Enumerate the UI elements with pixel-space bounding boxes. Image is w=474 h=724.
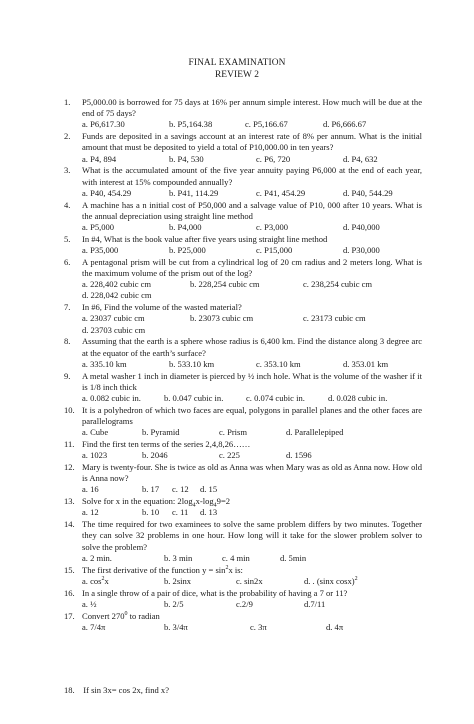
option-a: a. P40, 454.29: [82, 187, 132, 198]
option-c: c. 12: [172, 484, 189, 495]
question-text: Funds are deposited in a savings account at an interest rate of 8% per annum. What is the initial amount that must be deposited to yield a total of P10,000.00 in ten years?: [82, 131, 422, 153]
option-d: d. 353.01 km: [343, 358, 389, 369]
option-d: [304, 576, 358, 587]
option-b: b. 533.10 km: [169, 358, 215, 369]
question-text: If sin 3x= cos 2x, find x?: [83, 685, 169, 695]
question-text: A pentagonal prism will be cut from a cylindrical log of 20 cm radius and 2 meters long. What is the maximum volume of the prism out of the log?: [82, 256, 422, 279]
option-c: c. P15,000: [256, 245, 293, 256]
question-15: [64, 565, 422, 576]
question-4-options: [64, 222, 422, 233]
question-text: The time required for two examinees to solve the same problem differs by two minutes. Together they can solve 32 problems in one hour. How long will it take for the slower problem solver to solve the problem?: [82, 519, 422, 552]
option-c: c. 11: [172, 507, 189, 518]
question-text: Find the first ten terms of the series 2,4,8,26……: [82, 439, 251, 450]
question-14-options: [64, 553, 422, 564]
option-a: a. 0.082 cubic in.: [82, 393, 141, 404]
question-number: 12.: [64, 462, 75, 473]
option-c: c. 4 min: [222, 552, 250, 563]
question-17: [64, 611, 422, 622]
question-7-options: [64, 313, 422, 335]
option-b: b. 17: [142, 484, 160, 495]
log-base-subscript: 4: [213, 502, 217, 509]
option-c: c. Prism: [219, 427, 248, 438]
question-9-options: [64, 393, 422, 404]
question-text-part: x is:: [228, 564, 243, 575]
question-11-options: [64, 450, 422, 461]
option-b: b. 3/4π: [164, 621, 188, 632]
option-d: d. P6,666.67: [323, 119, 367, 130]
option-c: c. 0.074 cubic in.: [246, 393, 305, 404]
question-text: It is a polyhedron of which two faces are equal, polygons in parallel planes and the other faces are parallelograms: [82, 404, 422, 427]
option-d: d. P40,000: [343, 222, 380, 233]
exponent-superscript: 2: [354, 576, 358, 582]
option-b: b. 2046: [142, 450, 168, 461]
question-number: 8.: [64, 336, 71, 347]
option-text: x: [104, 575, 109, 586]
question-9: [64, 371, 422, 393]
question-1-options: [64, 119, 422, 130]
option-a: a. 12: [82, 507, 99, 518]
option-d: d. 5min: [280, 552, 307, 563]
question-number: 4.: [64, 199, 71, 210]
question-text-part: The first derivative of the function y = sin: [82, 564, 226, 575]
question-number: 9.: [64, 370, 71, 381]
option-d: d. P30,000: [343, 245, 380, 256]
question-text: In #4, What is the book value after five years using straight line method: [82, 233, 328, 244]
option-d: d. 15: [200, 484, 218, 495]
option-b: b. P4, 530: [169, 153, 204, 164]
exponent-superscript: 2: [225, 564, 229, 571]
option-d: d. 4π: [326, 621, 344, 632]
question-text-part: 9=2: [216, 496, 231, 507]
option-c: [236, 576, 304, 587]
question-text-part: Convert 270: [82, 610, 125, 621]
option-text: b. 2sinx: [164, 575, 192, 586]
option-c: c. 3π: [250, 621, 267, 632]
question-number: 7.: [64, 302, 71, 313]
question-17-options: [64, 622, 422, 633]
option-text: d. . (sinx cosx): [304, 575, 355, 586]
option-c: c.2/9: [236, 598, 253, 609]
question-list: [64, 97, 422, 634]
question-3-options: [64, 188, 422, 199]
question-text-part: x-log: [195, 496, 214, 507]
question-text: In #6, Find the volume of the wasted material?: [82, 302, 242, 313]
option-b: b. P4,000: [169, 222, 202, 233]
question-text: A metal washer 1 inch in diameter is pierced by ½ inch hole. What is the volume of the washer if it is 1/8 inch thick: [82, 370, 422, 392]
option-a: a. 2 min.: [82, 552, 112, 563]
question-text-part: Solve for x in the equation: 2log: [82, 496, 193, 507]
question-number: 15.: [64, 564, 75, 575]
question-7: [64, 302, 422, 313]
question-2-options: [64, 154, 422, 165]
question-number: 2.: [64, 131, 71, 142]
question-16-options: [64, 599, 422, 610]
exam-header: [0, 57, 474, 81]
question-number: 17.: [64, 610, 75, 621]
question-16: [64, 588, 422, 599]
question-5-options: [64, 245, 422, 256]
option-c: c. P6, 720: [256, 153, 291, 164]
option-c: c. P41, 454.29: [256, 187, 306, 198]
question-number: 10.: [64, 404, 75, 415]
option-b: b. 23073 cubic cm: [190, 313, 254, 324]
question-10: [64, 405, 422, 427]
question-number: 6.: [64, 256, 71, 267]
question-text: What is the accumulated amount of the five year annuity paying P6,000 at the end of each year, with interest at 15% compounded annually?: [82, 165, 422, 187]
option-a: [82, 576, 164, 587]
option-c: c. P3,000: [256, 222, 289, 233]
question-text: In a single throw of a pair of dice, what is the probability of having a 7 or 11?: [82, 587, 348, 598]
question-number: 16.: [64, 587, 75, 598]
option-d: d. P4, 632: [343, 153, 378, 164]
option-a: a. P35,000: [82, 245, 119, 256]
question-5: [64, 234, 422, 245]
question-13: [64, 496, 422, 507]
option-c: c. 225: [219, 450, 240, 461]
option-a: a. P5,000: [82, 222, 115, 233]
question-1: [64, 97, 422, 119]
option-a: a. P4, 894: [82, 153, 117, 164]
option-a: a. 7/4π: [82, 621, 106, 632]
option-d: d.7/11: [304, 598, 326, 609]
question-8-options: [64, 359, 422, 370]
question-10-options: [64, 427, 422, 438]
option-a: a. 228,402 cubic cm: [82, 279, 152, 290]
question-2: [64, 131, 422, 153]
question-12: [64, 462, 422, 484]
option-d: d. 1596: [286, 450, 312, 461]
option-b: b. P41, 114.29: [169, 187, 219, 198]
option-a: a. Cube: [82, 427, 109, 438]
option-a: a. 335.10 km: [82, 358, 127, 369]
question-number: 14.: [64, 519, 75, 530]
option-d: d. 13: [200, 507, 218, 518]
question-text: A machine has a n initial cost of P50,000 and a salvage value of P10, 000 after 10 years. What is the annual depreciation using straight line method: [82, 199, 422, 221]
option-c: c. 353.10 km: [256, 358, 301, 369]
question-text: Assuming that the earth is a sphere whose radius is 6,400 km. Find the distance along 3 degree arc at the equator of the earth’s surface?: [82, 336, 422, 358]
degree-superscript: 0: [124, 610, 128, 617]
question-text-part: to radian: [127, 610, 160, 621]
option-text: a. cos: [82, 575, 102, 586]
question-13-options: [64, 507, 422, 518]
question-number: 3.: [64, 165, 71, 176]
option-a: a. 16: [82, 484, 99, 495]
option-c: c. P5,166.67: [245, 119, 288, 130]
question-3: [64, 165, 422, 187]
option-a: a. 23037 cubic cm: [82, 313, 145, 324]
question-number: 5.: [64, 233, 71, 244]
option-b: b. 2/5: [164, 598, 184, 609]
exam-title: FINAL EXAMINATION: [188, 58, 286, 68]
option-d: d. Parallelepiped: [286, 427, 344, 438]
question-8: [64, 336, 422, 358]
question-15-options: [64, 576, 422, 587]
option-b: b. 228,254 cubic cm: [190, 279, 260, 290]
question-text: [82, 611, 160, 621]
option-b: b. P25,000: [169, 245, 206, 256]
exponent-superscript: 2: [101, 576, 105, 582]
option-a: a. ½: [82, 598, 97, 609]
question-text: [82, 565, 243, 575]
option-a: a. 1023: [82, 450, 108, 461]
option-b: [164, 576, 236, 587]
question-4: [64, 200, 422, 222]
option-d: d. P40, 544.29: [343, 187, 393, 198]
option-c: c. 23173 cubic cm: [303, 313, 366, 324]
question-text: Mary is twenty-four. She is twice as old as Anna was when Mary was as old as Anna now. How old is Anna now?: [82, 462, 422, 484]
option-b: b. 10: [142, 507, 160, 518]
question-11: [64, 439, 422, 450]
option-b: b. 0.047 cubic in.: [164, 393, 224, 404]
question-text: [82, 496, 231, 509]
option-d: d. 0.028 cubic in.: [328, 393, 388, 404]
question-18: [64, 685, 169, 696]
question-14: [64, 519, 422, 553]
option-b: b. 3 min: [164, 552, 193, 563]
log-base-subscript: 4: [192, 502, 196, 509]
question-6-options: [64, 279, 422, 301]
question-number: 13.: [64, 496, 75, 507]
question-number: 11.: [64, 439, 75, 450]
question-number: 1.: [64, 97, 71, 107]
option-b: b. P5,164.38: [169, 119, 213, 130]
question-6: [64, 257, 422, 279]
question-text: P5,000.00 is borrowed for 75 days at 16% per annum simple interest. How much will be due at the end of 75 days?: [82, 97, 422, 119]
option-d: d. 23703 cubic cm: [82, 324, 146, 335]
option-d: d. 228,042 cubic cm: [82, 290, 152, 301]
exam-subtitle: REVIEW 2: [214, 70, 260, 80]
option-b: b. Pyramid: [142, 427, 180, 438]
option-a: a. P6,617.30: [82, 119, 125, 130]
question-number: 18.: [64, 685, 75, 695]
question-12-options: [64, 484, 422, 495]
option-c: c. 238,254 cubic cm: [303, 279, 373, 290]
option-text: c. sin2x: [236, 575, 263, 586]
